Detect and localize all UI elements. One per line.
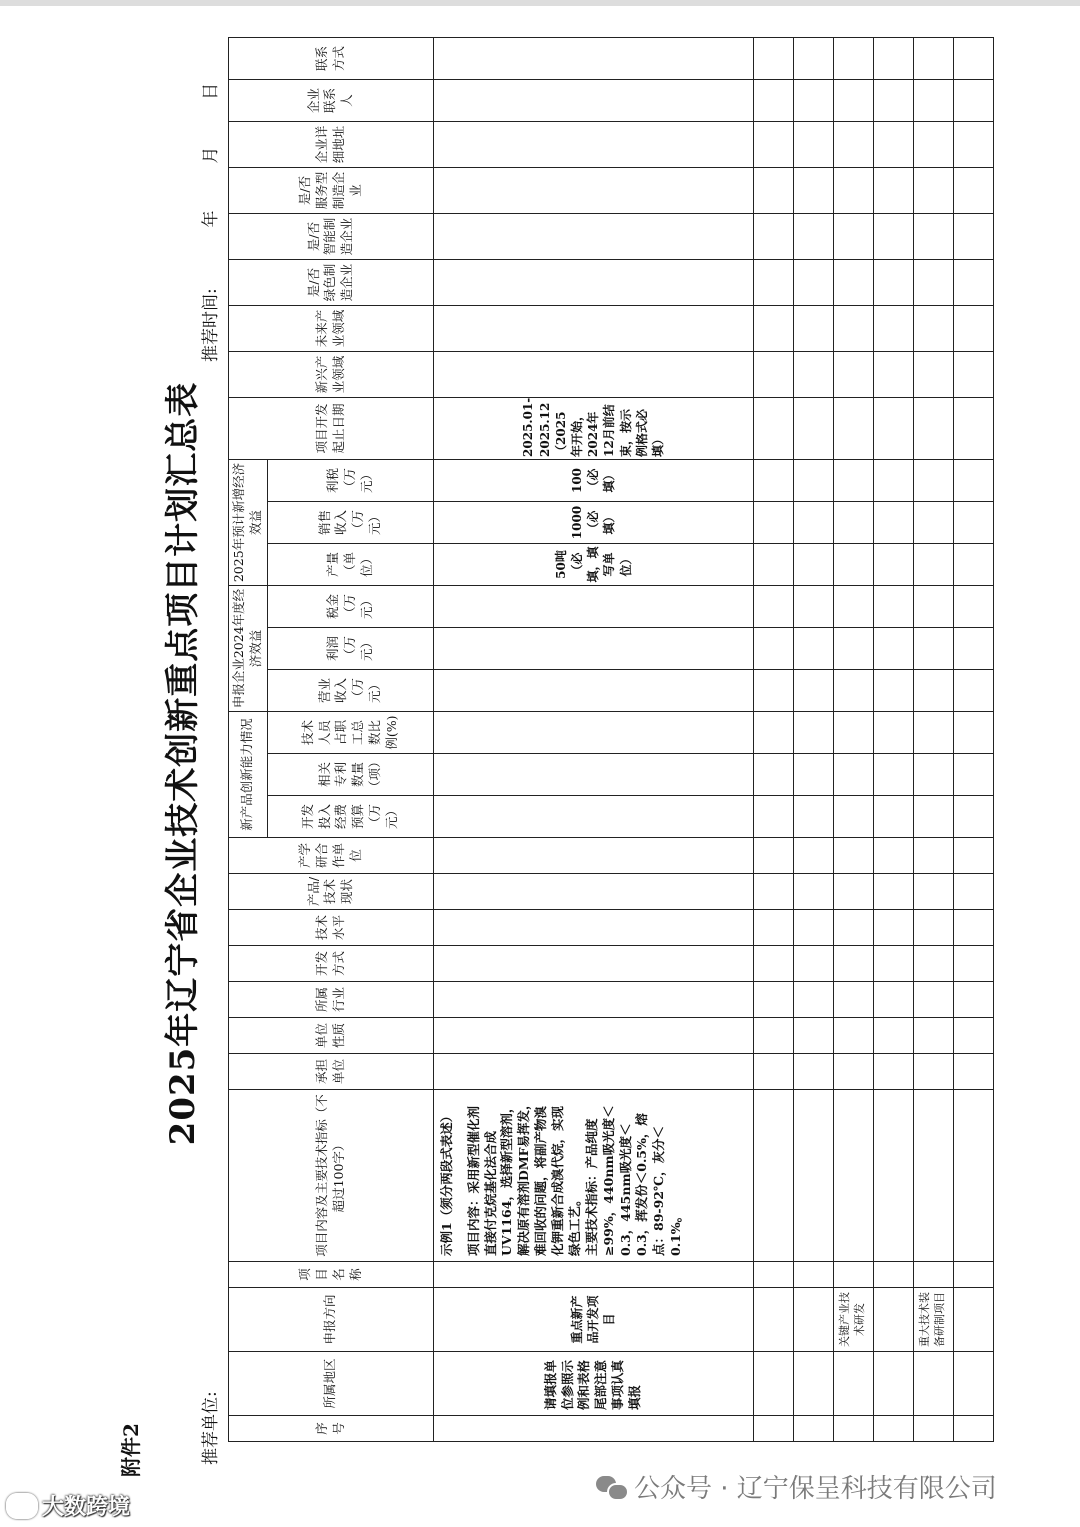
- cell-tech-level: [433, 910, 753, 946]
- table-cell: [753, 1416, 793, 1442]
- header-dev-mode: 开发方式: [229, 946, 434, 982]
- table-cell: [833, 1054, 873, 1090]
- cell-green: [433, 259, 753, 305]
- table-cell: [753, 1018, 793, 1054]
- table-cell: [793, 1416, 833, 1442]
- table-cell: [953, 37, 993, 79]
- table-cell: [753, 305, 793, 351]
- table-cell: [753, 544, 793, 586]
- table-cell: [913, 586, 953, 628]
- header-green: 是/否绿色制造企业: [229, 259, 434, 305]
- header-tax: 税金（万元）: [267, 586, 433, 628]
- watermark-text: 公众号 · 辽宁保呈科技有限公司: [634, 1474, 997, 1504]
- table-cell: [953, 754, 993, 796]
- table-cell: [833, 259, 873, 305]
- table-cell: [913, 502, 953, 544]
- table-cell: [753, 351, 793, 397]
- table-cell: [753, 1352, 793, 1416]
- table-cell: [873, 167, 913, 213]
- header-benefit-2025-group: 2025年预计新增经济效益: [229, 459, 268, 585]
- table-cell: [833, 586, 873, 628]
- table-cell: [873, 459, 913, 501]
- table-cell: [793, 838, 833, 874]
- table-cell: [793, 628, 833, 670]
- header-direction: 申报方向: [229, 1288, 434, 1352]
- cell-tax: [433, 586, 753, 628]
- table-cell: [833, 796, 873, 838]
- table-cell: [793, 982, 833, 1018]
- header-tech-ratio: 技术人员占职工总数比例(%): [267, 712, 433, 754]
- header-smart: 是/否智能制造企业: [229, 213, 434, 259]
- table-cell: [833, 351, 873, 397]
- table-cell: [793, 1090, 833, 1262]
- table-cell: [793, 305, 833, 351]
- table-cell: [833, 1262, 873, 1288]
- date-day: 日: [201, 82, 221, 100]
- table-cell: [953, 982, 993, 1018]
- table-cell: [953, 1288, 993, 1352]
- corner-logo-text: 大数跨境: [42, 1495, 131, 1520]
- table-cell: [913, 397, 953, 459]
- table-cell: [913, 982, 953, 1018]
- table-cell: [833, 544, 873, 586]
- table-cell: [753, 121, 793, 167]
- cell-smart: [433, 213, 753, 259]
- header-revenue: 营业收入（万元）: [267, 670, 433, 712]
- table-cell: [913, 670, 953, 712]
- table-cell: [953, 459, 993, 501]
- table-cell: [873, 1054, 913, 1090]
- table-cell: [873, 796, 913, 838]
- table-cell: [953, 397, 993, 459]
- table-cell: [953, 213, 993, 259]
- blank-rows: [753, 37, 993, 1441]
- table-cell: [873, 502, 913, 544]
- table-cell: [913, 213, 953, 259]
- table-cell: [793, 754, 833, 796]
- header-benefit-2024-group: 申报企业2024年度经济效益: [229, 586, 268, 712]
- table-cell: [873, 213, 913, 259]
- cell-patents: [433, 754, 753, 796]
- table-cell: [793, 1352, 833, 1416]
- header-dev-period: 项目开发起止日期: [229, 397, 434, 459]
- header-address: 企业详细地址: [229, 121, 434, 167]
- table-cell: [913, 459, 953, 501]
- recommend-time-label: 推荐时间:: [201, 288, 221, 362]
- table-cell: [753, 946, 793, 982]
- header-capability-group: 新产品创新能力情况: [229, 712, 268, 838]
- header-emerging: 新兴产业领域: [229, 351, 434, 397]
- table-cell: [793, 502, 833, 544]
- table-cell: [913, 946, 953, 982]
- table-cell: [793, 586, 833, 628]
- table-cell: [953, 544, 993, 586]
- cell-undertaker: [433, 1054, 753, 1090]
- table-cell: [953, 838, 993, 874]
- table-cell: [753, 982, 793, 1018]
- table-cell: [753, 37, 793, 79]
- table-cell: [793, 167, 833, 213]
- table-cell: [953, 910, 993, 946]
- table-cell: [833, 946, 873, 982]
- table-cell: [833, 397, 873, 459]
- summary-table: [228, 37, 994, 1442]
- cell-emerging: [433, 351, 753, 397]
- table-cell: [873, 1262, 913, 1288]
- table-cell: [953, 670, 993, 712]
- table-cell: [953, 502, 993, 544]
- cell-service: [433, 167, 753, 213]
- table-cell: [913, 754, 953, 796]
- table-cell: [873, 946, 913, 982]
- table-cell: [793, 544, 833, 586]
- table-cell: [833, 628, 873, 670]
- table-cell: [913, 910, 953, 946]
- table-cell: [793, 351, 833, 397]
- cell-region-note: 请填报单位参照示例和表格尾部注意事项认真填报: [433, 1352, 753, 1416]
- table-cell: [913, 259, 953, 305]
- table-cell: [953, 712, 993, 754]
- table-cell: [753, 1288, 793, 1352]
- table-cell: [833, 874, 873, 910]
- table-cell: [793, 946, 833, 982]
- table-cell: [833, 670, 873, 712]
- cell-seq: [433, 1416, 753, 1442]
- table-cell: [913, 167, 953, 213]
- cell-unit-nature: [433, 1018, 753, 1054]
- table-cell: [833, 502, 873, 544]
- table-cell: [793, 874, 833, 910]
- table-cell: [833, 838, 873, 874]
- cell-cooperation: [433, 838, 753, 874]
- table-cell: [953, 79, 993, 121]
- table-cell: [753, 1054, 793, 1090]
- table-cell: [793, 37, 833, 79]
- table-cell: [873, 874, 913, 910]
- example-row: [433, 37, 753, 1441]
- table-row: [833, 37, 873, 1441]
- table-cell: [793, 796, 833, 838]
- table-cell: [873, 1416, 913, 1442]
- table-cell: [793, 459, 833, 501]
- table-cell: [833, 982, 873, 1018]
- table-cell: [793, 397, 833, 459]
- table-cell: [913, 1262, 953, 1288]
- header-patents: 相关专利数量（项）: [267, 754, 433, 796]
- table-cell: [873, 670, 913, 712]
- cell-address: [433, 121, 753, 167]
- recommend-time: [196, 83, 221, 362]
- table-cell: [913, 351, 953, 397]
- date-month: 月: [201, 146, 221, 164]
- table-cell: [873, 712, 913, 754]
- table-cell: [833, 1090, 873, 1262]
- table-cell: [873, 838, 913, 874]
- table-cell: 关键产业技术研发: [833, 1288, 873, 1352]
- header-contact-person: 企业联系人: [229, 79, 434, 121]
- table-cell: [873, 397, 913, 459]
- wechat-watermark: [596, 1468, 997, 1505]
- cell-contact-person: [433, 79, 753, 121]
- table-cell: [953, 1018, 993, 1054]
- table-cell: [753, 712, 793, 754]
- table-cell: [913, 544, 953, 586]
- table-cell: [833, 121, 873, 167]
- content-title: 示例1（须分两段式表述）: [438, 1109, 454, 1256]
- header-region: 所属地区: [229, 1352, 434, 1416]
- table-cell: [913, 874, 953, 910]
- cell-output: 50吨（必填，填写单位）: [433, 544, 753, 586]
- table-cell: [753, 670, 793, 712]
- table-cell: [793, 213, 833, 259]
- table-cell: [873, 754, 913, 796]
- cell-revenue: [433, 670, 753, 712]
- table-cell: [753, 874, 793, 910]
- table-cell: [793, 1288, 833, 1352]
- table-cell: [753, 459, 793, 501]
- content-indicators: 主要技术指标：产品纯度≥99%，440nm吸光度＜0.3，445nm吸光度＜0.3，挥发份＜0.5%，熔点：89-92℃，灰分＜0.1%。: [583, 1105, 684, 1256]
- table-cell: [913, 796, 953, 838]
- table-cell: [753, 213, 793, 259]
- table-cell: [913, 79, 953, 121]
- table-cell: [793, 910, 833, 946]
- header-unit-nature: 单位性质: [229, 1018, 434, 1054]
- cell-profit-tax: 100（必填）: [433, 459, 753, 501]
- table-cell: [753, 628, 793, 670]
- table-cell: [873, 544, 913, 586]
- header-profit: 利润（万元）: [267, 628, 433, 670]
- cell-contact-method: [433, 37, 753, 79]
- table-cell: [953, 586, 993, 628]
- table-cell: [913, 838, 953, 874]
- table-cell: 重大技术装备研制项目: [913, 1288, 953, 1352]
- table-cell: [793, 79, 833, 121]
- table-cell: [913, 712, 953, 754]
- header-project-name: 项目名称: [229, 1262, 434, 1288]
- table-cell: [873, 305, 913, 351]
- cell-tech-ratio: [433, 712, 753, 754]
- table-cell: [793, 1018, 833, 1054]
- table-cell: [953, 1090, 993, 1262]
- table-cell: [753, 79, 793, 121]
- header-content: 项目内容及主要技术指标（不超过100字）: [229, 1090, 434, 1262]
- table-cell: [873, 982, 913, 1018]
- table-cell: [953, 628, 993, 670]
- table-cell: [953, 946, 993, 982]
- table-row: [953, 37, 993, 1441]
- table-cell: [873, 910, 913, 946]
- table-cell: [753, 910, 793, 946]
- table-cell: [873, 628, 913, 670]
- table-cell: [833, 167, 873, 213]
- header-sales: 销售收入（万元）: [267, 502, 433, 544]
- cell-industry: [433, 982, 753, 1018]
- document-title: 2025年辽宁省企业技术创新重点项目计划汇总表: [163, 381, 203, 1146]
- chat-bubble-icon: [6, 1493, 38, 1519]
- table-cell: [913, 1352, 953, 1416]
- table-cell: [873, 79, 913, 121]
- table-cell: [953, 1416, 993, 1442]
- header-future: 未来产业领域: [229, 305, 434, 351]
- table-cell: [913, 1090, 953, 1262]
- date-year: 年: [201, 210, 221, 228]
- table-cell: [953, 259, 993, 305]
- table-cell: [793, 121, 833, 167]
- recommend-unit-label: 推荐单位:: [201, 1391, 221, 1465]
- table-cell: [873, 121, 913, 167]
- table-cell: [953, 121, 993, 167]
- header-tech-level: 技术水平: [229, 910, 434, 946]
- cell-direction: 重点新产品开发项目: [433, 1288, 753, 1352]
- table-cell: [753, 1262, 793, 1288]
- table-cell: [873, 1018, 913, 1054]
- table-cell: [913, 121, 953, 167]
- table-cell: [873, 1090, 913, 1262]
- cell-product-status: [433, 874, 753, 910]
- header-industry: 所属行业: [229, 982, 434, 1018]
- header-contact-method: 联系方式: [229, 37, 434, 79]
- header-product-status: 产品/技术现状: [229, 874, 434, 910]
- header-service: 是/否服务型制造企业: [229, 167, 434, 213]
- table-cell: [913, 305, 953, 351]
- table-cell: [833, 459, 873, 501]
- table-cell: [793, 1262, 833, 1288]
- table-cell: [833, 910, 873, 946]
- table-cell: [873, 259, 913, 305]
- table-cell: [753, 167, 793, 213]
- header-cooperation: 产学研合作单位: [229, 838, 434, 874]
- header-output: 产量（单位）: [267, 544, 433, 586]
- header-seq: 序号: [229, 1416, 434, 1442]
- header-undertaker: 承担单位: [229, 1054, 434, 1090]
- table-cell: [833, 1416, 873, 1442]
- table-cell: [953, 1054, 993, 1090]
- table-cell: [873, 1352, 913, 1416]
- header-dev-budget: 开发投入经费预算（万元）: [267, 796, 433, 838]
- table-cell: [833, 213, 873, 259]
- table-row: [873, 37, 913, 1441]
- cell-future: [433, 305, 753, 351]
- cell-content: [433, 1090, 753, 1262]
- cell-dev-period: 2025.01-2025.12（2025年开始，2024年12月前结束，按示例格式必填）: [433, 397, 753, 459]
- table-cell: [913, 1416, 953, 1442]
- table-cell: [833, 305, 873, 351]
- table-cell: [953, 874, 993, 910]
- table-cell: [953, 796, 993, 838]
- cell-dev-mode: [433, 946, 753, 982]
- table-row: [793, 37, 833, 1441]
- table-cell: [913, 37, 953, 79]
- table-cell: [953, 167, 993, 213]
- cell-project-name: [433, 1262, 753, 1288]
- wechat-icon: [596, 1474, 626, 1500]
- table-cell: [833, 712, 873, 754]
- corner-logo: [6, 1490, 130, 1521]
- table-cell: [753, 796, 793, 838]
- table-cell: [753, 754, 793, 796]
- table-cell: [953, 1262, 993, 1288]
- table-cell: [833, 79, 873, 121]
- cell-sales: 1000（必填）: [433, 502, 753, 544]
- table-cell: [873, 1288, 913, 1352]
- annex-label: 附件2: [119, 1423, 143, 1477]
- content-body: 项目内容：采用新型催化剂直接付克烷基化法合成UV1164，选择新型溶剂，解决原有溶剂DMF易挥发，难回收的问题，将副产物溴化钾重新合成溴代烷，实现绿色工艺。: [465, 1097, 582, 1256]
- table-cell: [953, 351, 993, 397]
- table-cell: [833, 37, 873, 79]
- table-cell: [793, 670, 833, 712]
- table-cell: [953, 1352, 993, 1416]
- table-cell: [873, 586, 913, 628]
- table-cell: [833, 754, 873, 796]
- cell-profit: [433, 628, 753, 670]
- table-row: [753, 37, 793, 1441]
- table-row: [913, 37, 953, 1441]
- table-cell: [753, 586, 793, 628]
- header-profit-tax: 利税（万元）: [267, 459, 433, 501]
- table-cell: [913, 628, 953, 670]
- table-cell: [793, 712, 833, 754]
- table-cell: [833, 1018, 873, 1054]
- table-cell: [753, 259, 793, 305]
- table-cell: [913, 1018, 953, 1054]
- table-cell: [833, 1352, 873, 1416]
- table-cell: [753, 397, 793, 459]
- cell-dev-budget: [433, 796, 753, 838]
- table-cell: [913, 1054, 953, 1090]
- table-cell: [753, 502, 793, 544]
- table-cell: [793, 1054, 833, 1090]
- table-cell: [873, 37, 913, 79]
- table-cell: [753, 838, 793, 874]
- table-cell: [953, 305, 993, 351]
- table-cell: [753, 1090, 793, 1262]
- table-cell: [873, 351, 913, 397]
- table-cell: [793, 259, 833, 305]
